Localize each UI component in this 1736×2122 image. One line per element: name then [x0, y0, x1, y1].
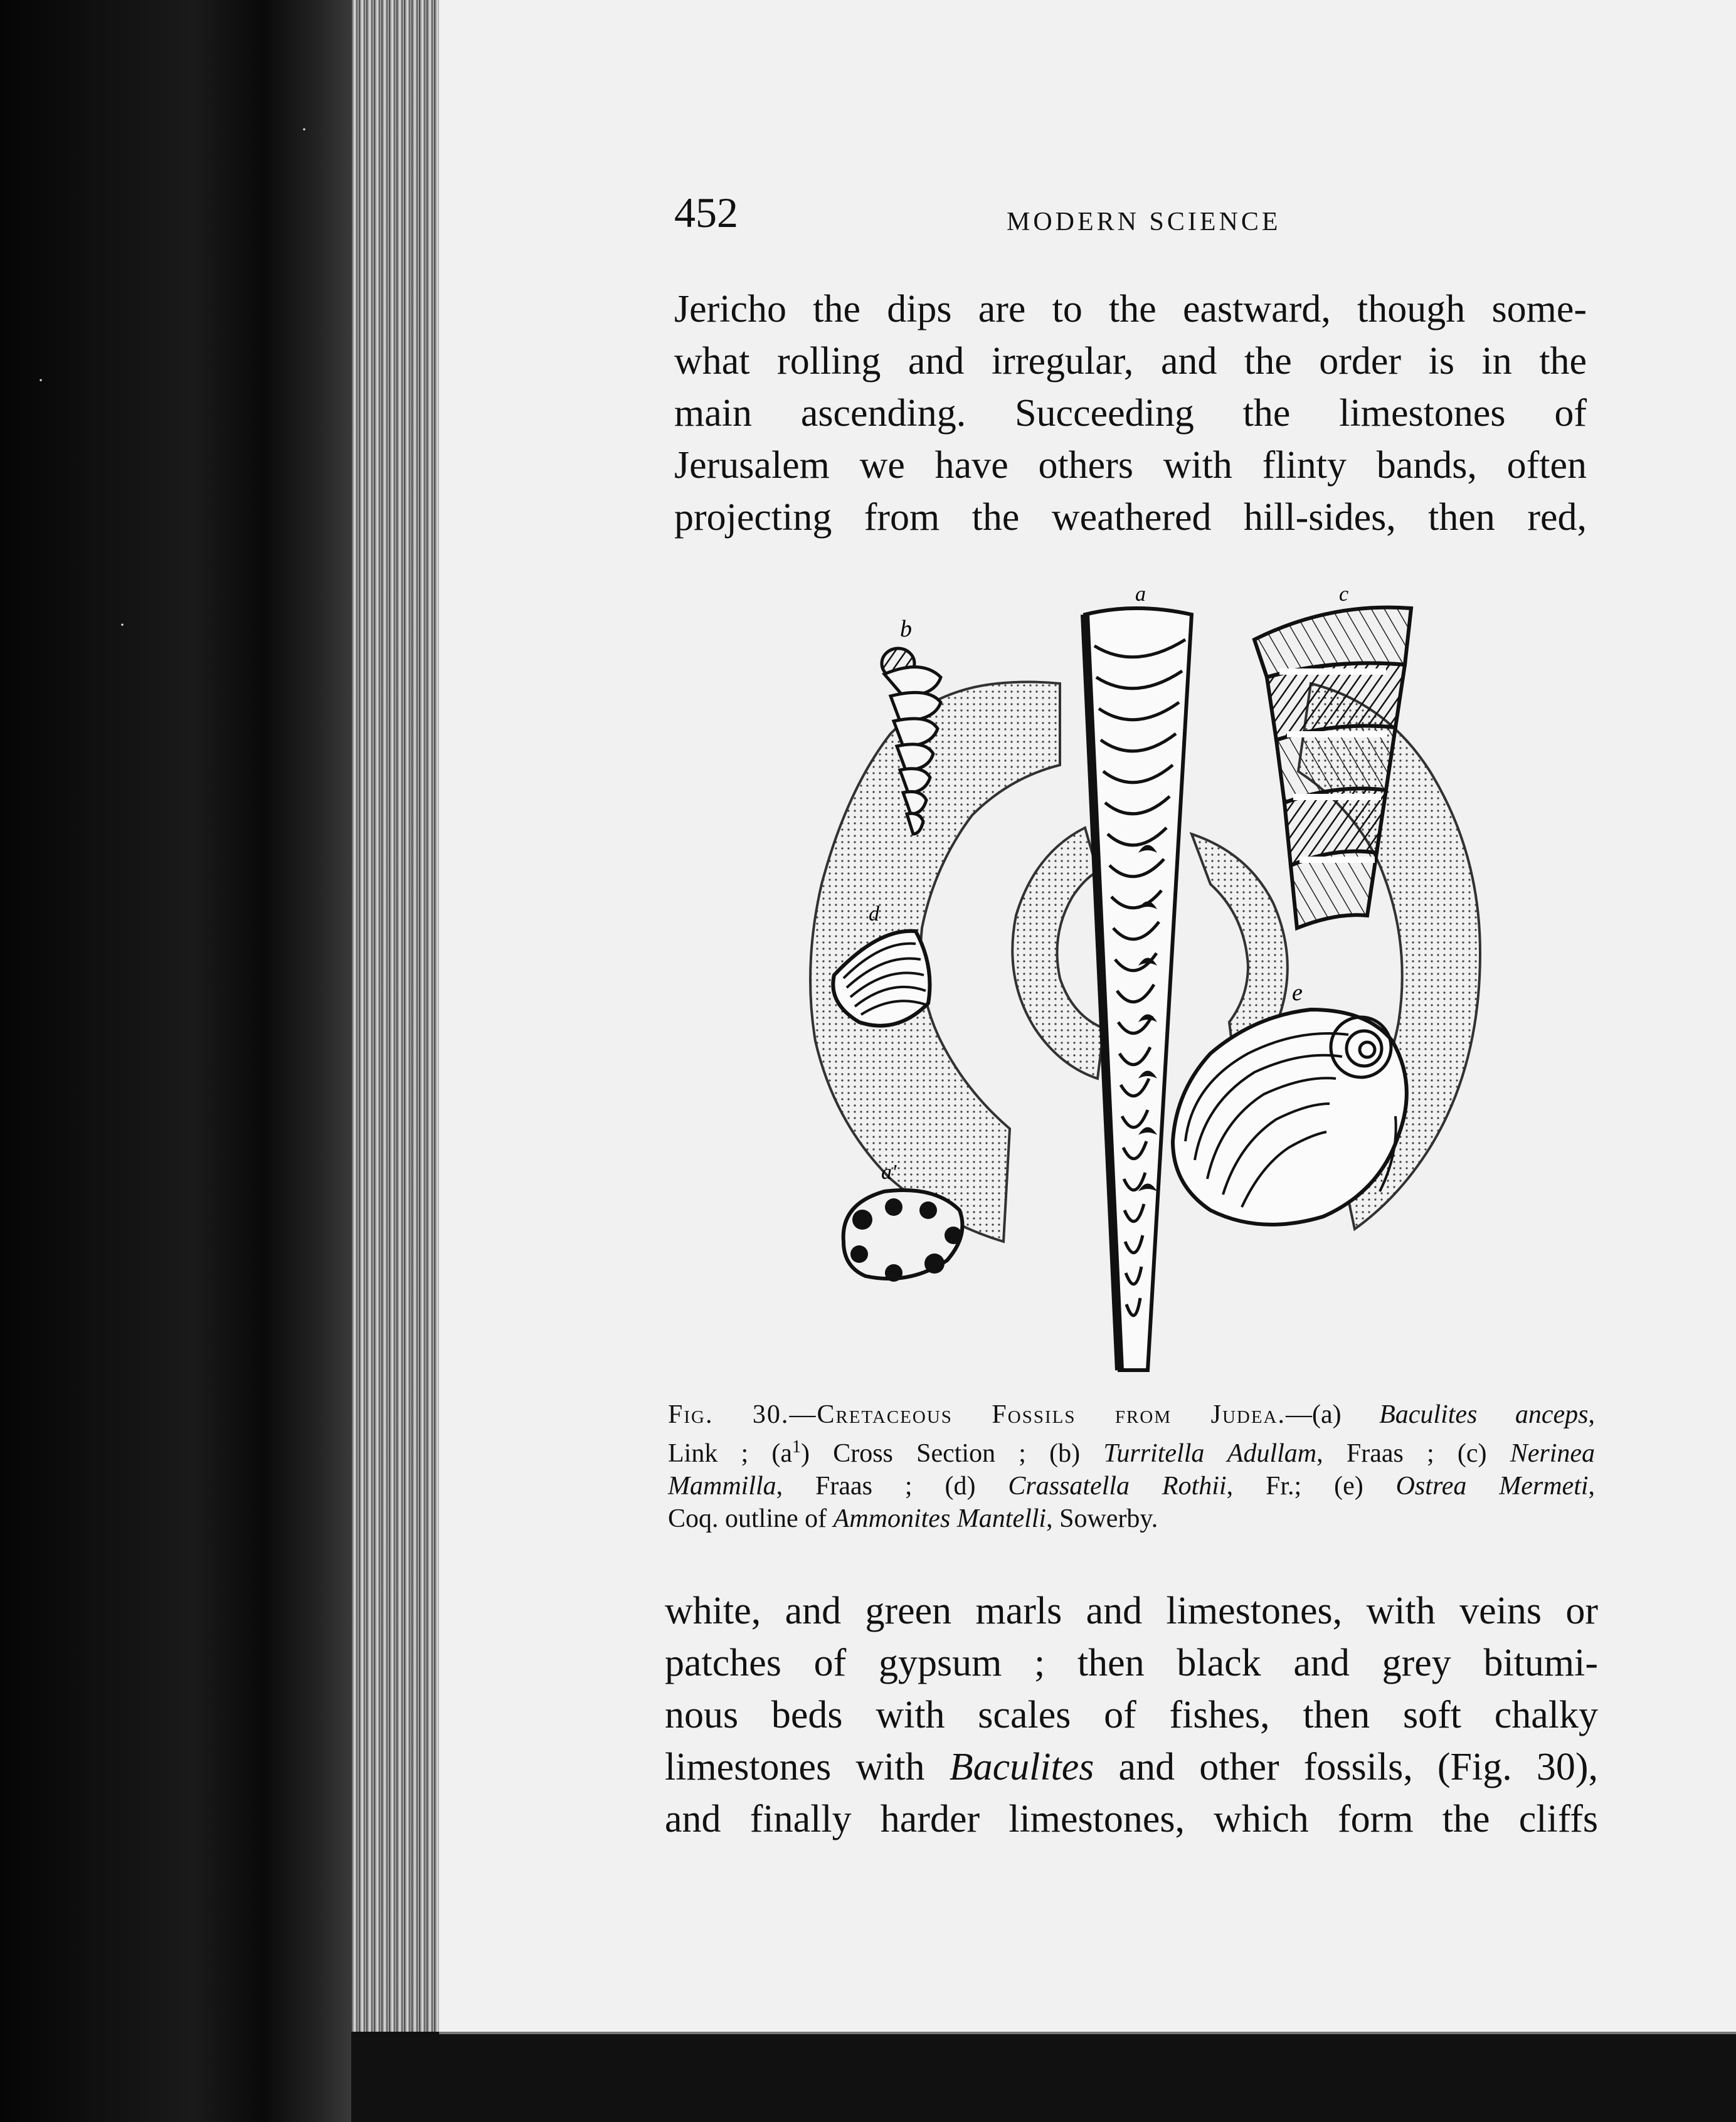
caption-label: (d) [945, 1472, 976, 1501]
baculites-shell [1085, 589, 1192, 1370]
text-line: Jericho the dips are to the eastward, though some- [674, 288, 1587, 330]
caption-author: Fr. [1265, 1472, 1294, 1501]
book-spine [0, 0, 351, 2122]
italic-species: Baculites [949, 1746, 1094, 1788]
book-page [439, 0, 1736, 2034]
figure-label-a: a [1135, 589, 1146, 606]
text-run: limestones with [665, 1746, 950, 1788]
caption-species: Ostrea Mermeti [1395, 1472, 1589, 1501]
spine-speck: · [38, 370, 44, 391]
figure-label-e: e [1292, 979, 1303, 1006]
text-line: nous beds with scales of fishes, then soft chalky [665, 1694, 1598, 1736]
caption-author: Sowerby. [1059, 1504, 1158, 1533]
caption-species: Ammonites Mantelli [833, 1504, 1047, 1533]
caption-species: Baculites anceps [1379, 1400, 1589, 1429]
text-line: patches of gypsum ; then black and grey bitumi- [665, 1642, 1598, 1684]
text-line: white, and green marls and limestones, with veins or [665, 1590, 1598, 1632]
text-line: what rolling and irregular, and the order is in the [674, 340, 1587, 383]
caption-line: Link ; $(a^1)$ Cross Section ; (b) Turritella Adullam, Fraas ; (c) Nerinea [668, 1437, 1596, 1468]
caption-author: Fraas [1346, 1439, 1404, 1468]
paragraph-bottom [665, 1585, 1598, 1845]
figure-label-d: d [869, 902, 879, 926]
text-line: projecting from the weathered hill-sides, then red, [674, 496, 1587, 539]
running-head: MODERN SCIENCE [1007, 208, 1281, 236]
caption-species: Crassatella Rothii [1008, 1472, 1227, 1501]
text-line [665, 1741, 1598, 1793]
spine-speck: · [301, 119, 307, 140]
figure-label-a1: a' [881, 1161, 897, 1184]
caption-species: Nerinea [1510, 1439, 1596, 1468]
page-edges [351, 0, 439, 2122]
caption-species: Turritella Adullam [1103, 1439, 1317, 1468]
page-number: 452 [674, 189, 738, 236]
caption-author: Link [668, 1439, 718, 1468]
text-line: Jerusalem we have others with flinty bands, often [674, 444, 1587, 487]
caption-label: (a) [1312, 1400, 1342, 1429]
caption-label: (c) [1457, 1439, 1487, 1468]
caption-species: Cross Section [833, 1439, 996, 1468]
caption-title: —Cretaceous Fossils from Judea. [789, 1400, 1286, 1429]
caption-label: (e) [1334, 1472, 1363, 1501]
figure-label-b: b [900, 616, 912, 642]
text-line: main ascending. Succeeding the limestones of [674, 392, 1587, 435]
caption-note: outline of [725, 1504, 827, 1533]
caption-author: Fraas [815, 1472, 873, 1501]
caption-species: Mammilla [668, 1472, 776, 1501]
caption-line: Coq. outline of Ammonites Mantelli, Sowerby. [668, 1504, 1158, 1533]
caption-author: Coq. [668, 1504, 719, 1533]
text-run: and other fossils, (Fig. 30), [1094, 1746, 1599, 1788]
text-line: and finally harder limestones, which form the cliffs [665, 1798, 1598, 1840]
page-bottom-shadow [351, 2032, 1736, 2122]
fossil-illustration [734, 589, 1524, 1386]
paragraph-top [674, 283, 1587, 544]
caption-fig-no: Fig. 30. [668, 1400, 790, 1429]
caption-line: Mammilla, Fraas ; (d) Crassatella Rothii, Fr.; (e) Ostrea Mermeti, [668, 1472, 1596, 1501]
spine-speck: · [119, 615, 125, 635]
figure-caption [668, 1398, 1595, 1535]
figure-label-c: c [1339, 589, 1349, 606]
caption-label: (b) [1049, 1439, 1081, 1468]
caption-line: Fig. 30.—Cretaceous Fossils from Judea.—(a) Baculites anceps, [668, 1400, 1596, 1429]
